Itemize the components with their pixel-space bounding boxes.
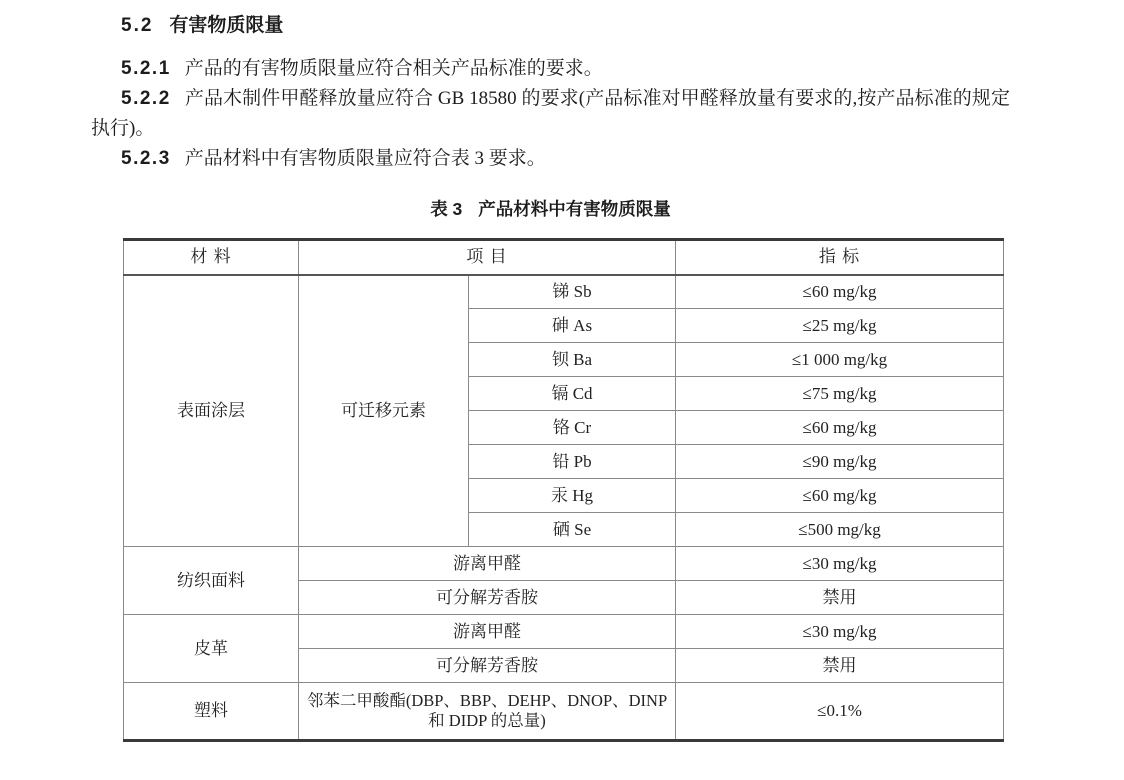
clause-5-2-2 xyxy=(91,84,1010,144)
limit-cell: ≤500 mg/kg xyxy=(676,513,1004,547)
element-cell: 钡 Ba xyxy=(469,343,676,377)
limit-cell: ≤30 mg/kg xyxy=(676,547,1004,581)
material-cell-plastic: 塑料 xyxy=(124,683,299,741)
item-cell: 可分解芳香胺 xyxy=(299,581,676,615)
element-cell: 汞 Hg xyxy=(469,479,676,513)
limit-cell: ≤30 mg/kg xyxy=(676,615,1004,649)
table-row xyxy=(124,275,1004,309)
header-material: 材 料 xyxy=(124,240,299,275)
material-cell-surface-coating: 表面涂层 xyxy=(124,275,299,547)
section-heading-title: 有害物质限量 xyxy=(169,15,284,36)
limit-cell: ≤60 mg/kg xyxy=(676,411,1004,445)
limit-cell: ≤75 mg/kg xyxy=(676,377,1004,411)
limit-cell: ≤0.1% xyxy=(676,683,1004,741)
limit-cell: 禁用 xyxy=(676,649,1004,683)
table-row xyxy=(124,547,1004,581)
clause-5-2-3 xyxy=(91,144,1010,174)
clause-text: 产品材料中有害物质限量应符合表 3 要求。 xyxy=(184,148,546,169)
item-cell: 可分解芳香胺 xyxy=(299,649,676,683)
item-cell: 游离甲醛 xyxy=(299,547,676,581)
material-cell-textile: 纺织面料 xyxy=(124,547,299,615)
element-cell: 镉 Cd xyxy=(469,377,676,411)
header-item: 项 目 xyxy=(299,240,676,275)
clause-number: 5.2.1 xyxy=(121,58,171,79)
clause-number: 5.2.3 xyxy=(121,148,171,169)
clause-block xyxy=(91,54,1010,174)
header-limit: 指 标 xyxy=(676,240,1004,275)
limit-cell: ≤90 mg/kg xyxy=(676,445,1004,479)
table-header-row xyxy=(124,240,1004,275)
limit-cell: ≤60 mg/kg xyxy=(676,275,1004,309)
material-cell-leather: 皮革 xyxy=(124,615,299,683)
clause-text: 产品的有害物质限量应符合相关产品标准的要求。 xyxy=(184,58,603,79)
element-cell: 砷 As xyxy=(469,309,676,343)
item-group-cell: 可迁移元素 xyxy=(299,275,469,547)
section-heading-number: 5.2 xyxy=(121,15,154,36)
hazard-limits-table xyxy=(123,238,1004,742)
table-caption-label: 表 3 xyxy=(430,199,463,219)
section-heading xyxy=(91,14,1010,38)
table-row xyxy=(124,683,1004,741)
clause-number: 5.2.2 xyxy=(121,88,171,109)
table-caption xyxy=(91,198,1010,220)
element-cell: 铅 Pb xyxy=(469,445,676,479)
table-caption-title: 产品材料中有害物质限量 xyxy=(478,199,671,219)
limit-cell: ≤60 mg/kg xyxy=(676,479,1004,513)
table-row xyxy=(124,615,1004,649)
clause-5-2-1 xyxy=(91,54,1010,84)
clause-text: 产品木制件甲醛释放量应符合 GB 18580 的要求(产品标准对甲醛释放量有要求的,按产品标准的规定执行)。 xyxy=(91,88,1010,139)
limit-cell: ≤25 mg/kg xyxy=(676,309,1004,343)
limit-cell: ≤1 000 mg/kg xyxy=(676,343,1004,377)
element-cell: 硒 Se xyxy=(469,513,676,547)
limit-cell: 禁用 xyxy=(676,581,1004,615)
element-cell: 锑 Sb xyxy=(469,275,676,309)
item-cell: 游离甲醛 xyxy=(299,615,676,649)
item-cell: 邻苯二甲酸酯(DBP、BBP、DEHP、DNOP、DINP 和 DIDP 的总量) xyxy=(299,683,676,741)
element-cell: 铬 Cr xyxy=(469,411,676,445)
